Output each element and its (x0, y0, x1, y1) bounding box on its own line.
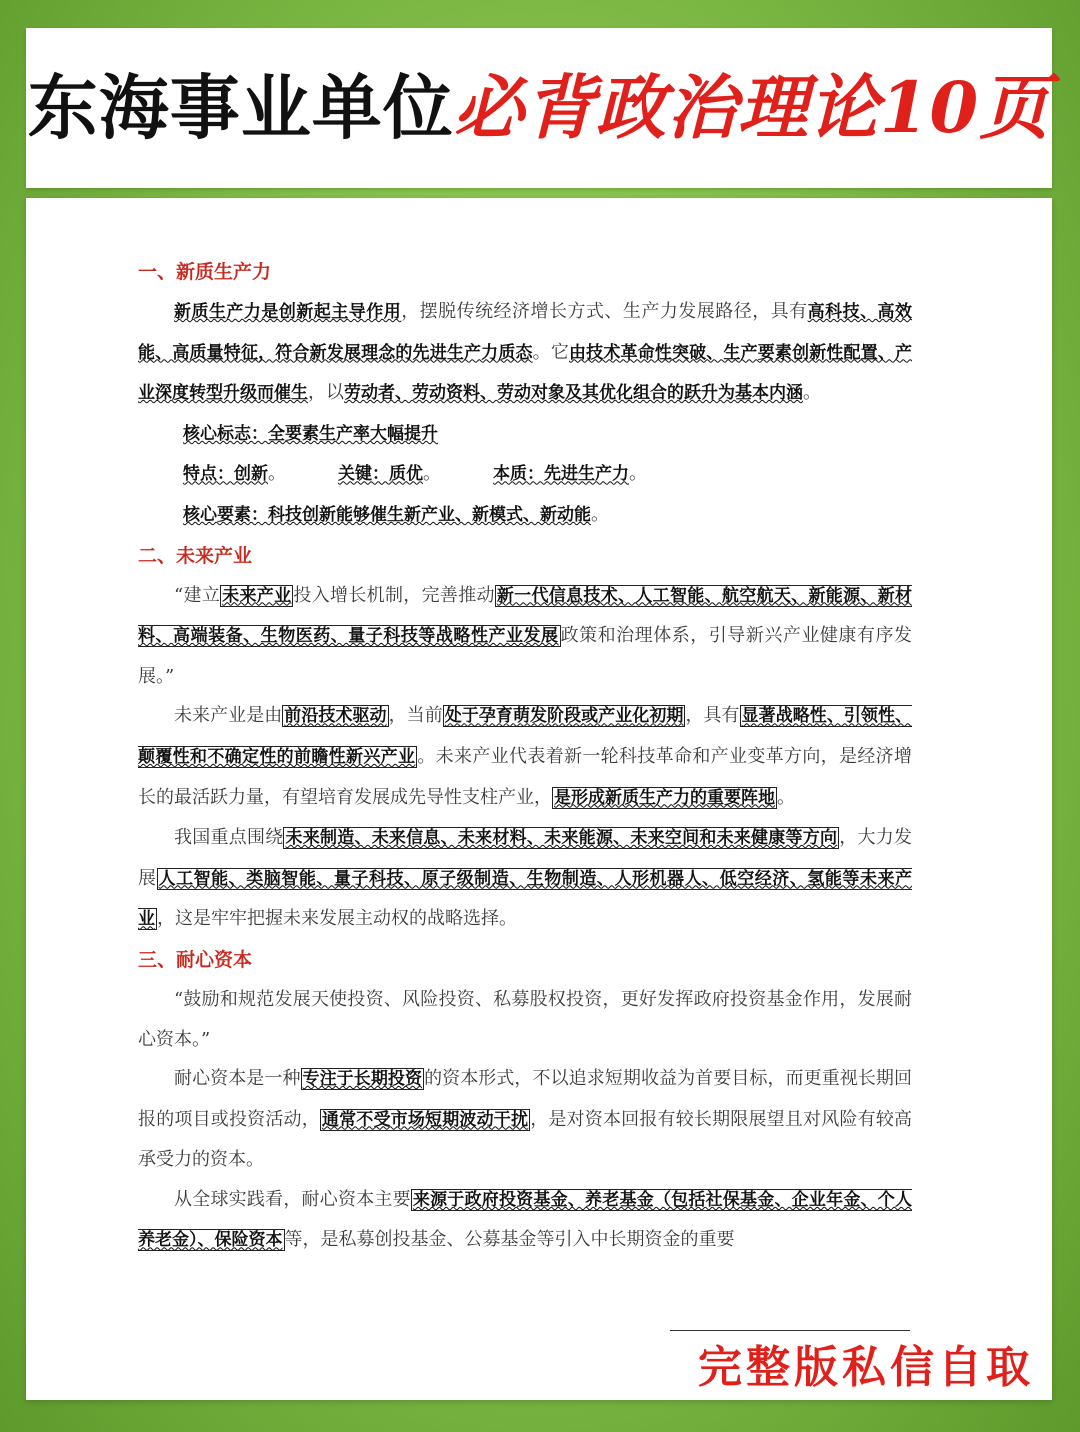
section-heading-future-industries: 二、未来产业 (138, 544, 253, 567)
boxed-text: 未来产业 (222, 585, 292, 606)
underlined-text: 由技术革命性突破、生产要素创新性配置、产业深度转型升级而催生 (138, 342, 913, 404)
boxed-text: 专注于长期投资 (302, 1069, 423, 1090)
footer-cta-text: 完整版私信自取 (698, 1342, 1034, 1393)
banner-title (27, 66, 1051, 149)
paragraph (138, 1180, 912, 1261)
boxed-text: 新一代信息技术、人工智能、航空航天、新能源、新材料、高端装备、生物医药、量子科技等战略性产业发展 (138, 585, 913, 647)
paragraph (138, 292, 912, 414)
core-mark-line (138, 414, 912, 455)
body-text: 耐心资本是一种 (174, 1068, 301, 1090)
traits-line (138, 454, 912, 495)
paragraph (138, 818, 912, 940)
boxed-text: 未来制造、未来信息、未来材料、未来能源、未来空间和未来健康等方向 (285, 828, 838, 849)
body-text: 从全球实践看，耐心资本主要 (174, 1188, 411, 1210)
body-text: 未来产业是由 (174, 705, 283, 727)
partial-underline (670, 1330, 910, 1331)
boxed-text: 前沿技术驱动 (284, 706, 387, 727)
underlined-text: 劳动者、劳动资料、劳动对象及其优化组合的跃升为基本内涵 (344, 383, 803, 404)
body-text: 政策和治理体系，引导新兴产业健康有序发展。” (138, 625, 913, 687)
underlined-text: 新质生产力是创新起主导作用 (174, 302, 402, 322)
paragraph (138, 1059, 912, 1180)
body-text: 。 (423, 463, 441, 485)
section-heading-patient-capital: 三、耐心资本 (138, 948, 253, 971)
underlined-text: 核心标志：全要素生产率大幅提升 (183, 423, 438, 444)
boxed-text: 通常不受市场短期波动干扰 (321, 1109, 529, 1130)
boxed-text: 来源于政府投资基金、养老基金（包括社保基金、企业年金、个人养老金）、保险资本 (138, 1189, 913, 1251)
body-text: 。 (629, 463, 647, 485)
essence-text: 本质：先进生产力 (493, 464, 629, 485)
trait-text: 特点：创新 (183, 464, 268, 485)
section-heading-new-productivity: 一、新质生产力 (138, 261, 272, 283)
body-text: ，是对资本回报有较长期限展望且对风险有较高承受力的资本。 (138, 1108, 913, 1171)
body-text: 投入增长机制，完善推动 (293, 584, 495, 606)
key-text: 关键：质优 (338, 464, 423, 485)
body-text: ，具有 (685, 705, 740, 727)
paragraph (138, 696, 912, 818)
body-text: ，摆脱传统经济增长方式、生产力发展路径，具有 (401, 301, 808, 322)
boxed-text: 处于孕育萌发阶段或产业化初期 (444, 706, 684, 727)
underlined-text: 高科技、高效能、高质量特征，符合新发展理念的先进生产力质态 (138, 302, 913, 363)
core-elements-line (138, 495, 912, 536)
body-text: 等，是私募创投基金、公募基金等引入中长期资金的重要 (284, 1229, 735, 1251)
body-text: 。它 (532, 341, 569, 363)
body-text: 。 (803, 382, 821, 404)
body-text: “建立 (174, 584, 221, 606)
body-text: 。 (591, 503, 609, 525)
boxed-text: 人工智能、类脑智能、量子科技、原子级制造、生物制造、人形机器人、低空经济、氢能等未来产业 (138, 868, 913, 930)
body-text: 。未来产业代表着新一轮科技革命和产业变革方向，是经济增长的最活跃力量，有望培育发展成先导性支柱产业， (138, 745, 913, 808)
paragraph (138, 576, 912, 697)
body-text: ，当前 (388, 705, 443, 727)
title-banner (26, 28, 1052, 188)
document-page (26, 198, 1052, 1400)
paragraph: “鼓励和规范发展天使投资、风险投资、私募股权投资，更好发挥政府投资基金作用，发展耐心资本。” (138, 988, 912, 1050)
body-text: 。 (268, 463, 286, 485)
document-content (138, 252, 912, 1261)
body-text: ，这是牢牢把握未来发展主动权的战略选择。 (157, 908, 517, 930)
banner-title-black: 东海事业单位 (27, 66, 454, 149)
body-text: 。 (777, 786, 795, 808)
body-text: ，大力发展 (138, 827, 913, 889)
body-text: 我国重点围绕 (174, 827, 284, 849)
boxed-text: 是形成新质生产力的重要阵地 (554, 787, 775, 808)
boxed-text: 显著战略性、引领性、颠覆性和不确定性的前瞻性新兴产业 (138, 706, 913, 767)
body-text: 的资本形式，不以追求短期收益为首要目标，而更重视长期回报的项目或投资活动， (138, 1068, 913, 1130)
body-text: ，以 (308, 382, 344, 404)
banner-title-red: 必背政治理论10页 (453, 66, 1051, 149)
underlined-text: 核心要素：科技创新能够催生新产业、新模式、新动能 (183, 504, 591, 525)
